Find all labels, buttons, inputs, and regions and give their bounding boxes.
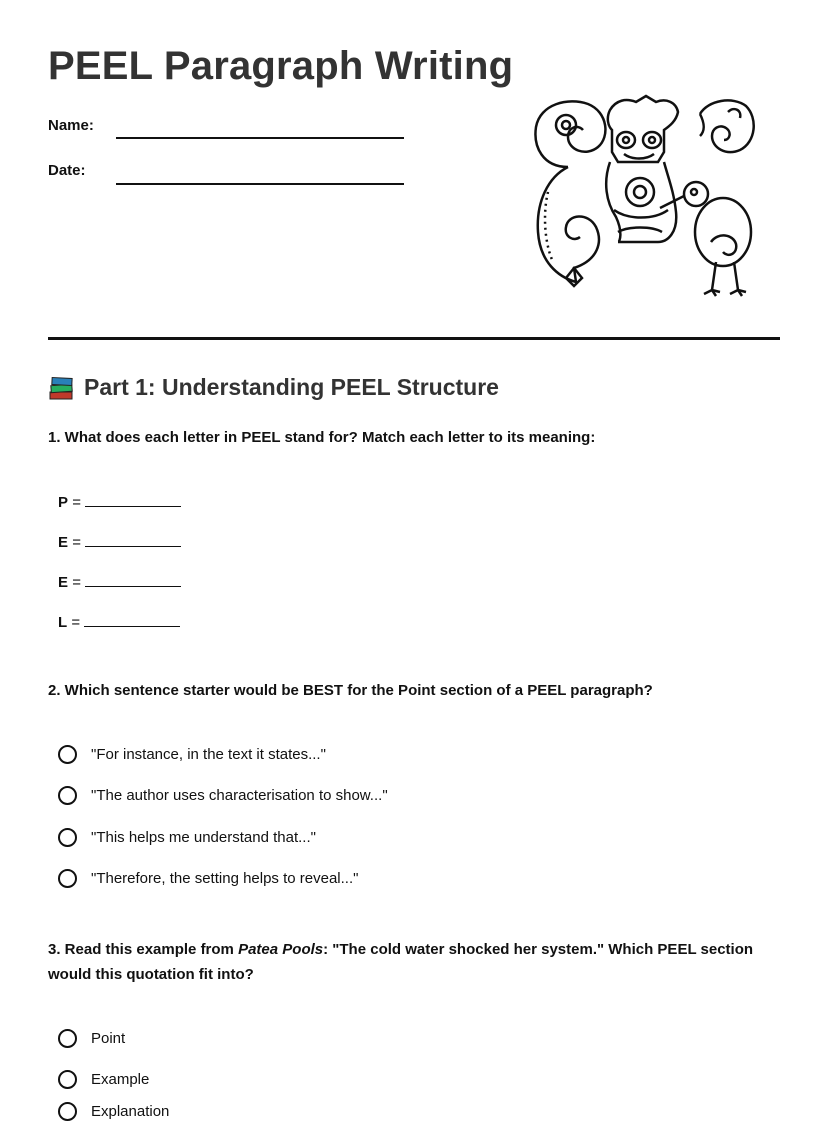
equals-sign: = (72, 494, 81, 511)
radio-button[interactable] (58, 1029, 77, 1048)
match-row-e2 (58, 573, 181, 591)
question-2: 2. Which sentence starter would be BEST for the Point section of a PEEL paragraph? (48, 682, 653, 699)
option-label: "This helps me understand that..." (91, 829, 316, 846)
letter-p: P (58, 494, 69, 511)
question-3 (48, 937, 778, 987)
answer-blank-e2[interactable] (85, 573, 181, 587)
name-label: Name: (48, 117, 94, 134)
date-field[interactable] (116, 183, 404, 185)
letter-e1: E (58, 534, 69, 551)
q2-option-3[interactable] (58, 828, 316, 847)
part1-heading (48, 374, 499, 401)
equals-sign: = (72, 534, 81, 551)
page-title: PEEL Paragraph Writing (48, 44, 514, 88)
question-3-prefix: 3. Read this example from (48, 941, 239, 958)
match-row-l (58, 613, 180, 631)
answer-blank-l[interactable] (84, 613, 180, 627)
option-label: "Therefore, the setting helps to reveal..." (91, 870, 359, 887)
question-1: 1. What does each letter in PEEL stand for? Match each letter to its meaning: (48, 429, 596, 446)
question-3-suffix: : "The cold water shocked her system." Which PEEL section would this quotation fit into? (48, 941, 754, 983)
question-3-source: Patea Pools (238, 941, 324, 958)
option-label: Point (91, 1030, 126, 1047)
equals-sign: = (72, 574, 81, 591)
radio-button[interactable] (58, 1070, 77, 1089)
equals-sign: = (71, 614, 81, 631)
name-field[interactable] (116, 137, 404, 139)
radio-button[interactable] (58, 745, 77, 764)
q3-option-3[interactable] (58, 1102, 169, 1121)
radio-button[interactable] (58, 869, 77, 888)
section-divider (48, 337, 780, 340)
letter-e2: E (58, 574, 69, 591)
option-label: "The author uses characterisation to show..." (91, 787, 388, 804)
letter-l: L (58, 614, 68, 631)
maori-art-illustration (528, 92, 760, 298)
radio-button[interactable] (58, 786, 77, 805)
q2-option-2[interactable] (58, 786, 388, 805)
radio-button[interactable] (58, 1102, 77, 1121)
radio-button[interactable] (58, 828, 77, 847)
q2-option-4[interactable] (58, 869, 358, 888)
answer-blank-p[interactable] (85, 493, 181, 507)
option-label: Example (91, 1071, 150, 1088)
part1-heading-text: Part 1: Understanding PEEL Structure (84, 374, 499, 400)
match-row-p (58, 493, 181, 511)
q3-option-1[interactable] (58, 1029, 125, 1048)
option-label: "For instance, in the text it states..." (91, 746, 326, 763)
match-row-e1 (58, 533, 181, 551)
q3-option-2[interactable] (58, 1070, 149, 1089)
option-label: Explanation (91, 1103, 170, 1120)
date-label: Date: (48, 162, 86, 179)
answer-blank-e1[interactable] (85, 533, 181, 547)
q2-option-1[interactable] (58, 745, 326, 764)
books-icon (48, 375, 76, 401)
